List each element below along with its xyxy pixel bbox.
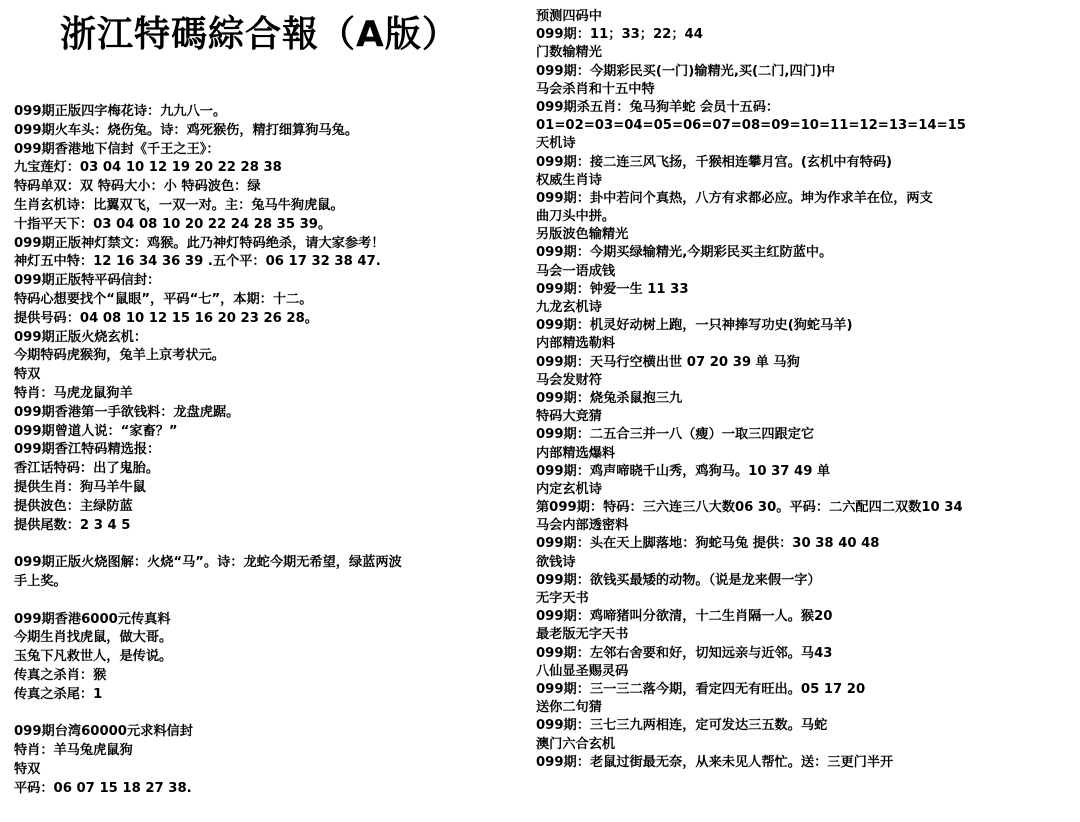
text-line: 099期曾道人说：“家畜？” [14, 423, 178, 439]
text-line: 内部精选爆料 [536, 445, 616, 461]
text-line: 权威生肖诗 [536, 172, 602, 188]
text-line: 传真之杀肖：猴 [14, 667, 107, 683]
text-line: 099期：三一三二落今期，看定四无有旺出。05 17 20 [536, 681, 866, 697]
text-line: 提供生肖：狗马羊牛鼠 [14, 479, 146, 495]
text-line: 099期香港第一手欲钱料：龙盘虎踞。 [14, 404, 240, 420]
text-line: 内定玄机诗 [536, 481, 602, 497]
text-line: 099期香江特码精选报： [14, 442, 161, 458]
text-line: 099期香港地下信封《千王之王》： [14, 141, 220, 157]
text-line: 天机诗 [536, 136, 576, 152]
text-line: 099期：老鼠过街最无奈，从来未见人帮忙。送：三更门半开 [536, 754, 894, 770]
text-line: 099期：接二连三风飞扬，千猴相连攀月宫。(玄机中有特码) [536, 154, 893, 170]
text-line: 八仙显圣赐灵码 [536, 663, 629, 679]
text-line: 099期：钟爱一生 11 33 [536, 281, 689, 297]
text-line: 099期正版神灯禁文：鸡猴。此乃神灯特码绝杀，请大家参考！ [14, 235, 385, 251]
text-line [14, 592, 534, 611]
text-line: 另版波色输精光 [536, 227, 629, 243]
text-line: 099期：左邻右舍要和好，切知远亲与近邻。马43 [536, 645, 833, 661]
text-line: 099期：三七三九两相连，定可发达三五数。马蛇 [536, 718, 828, 734]
text-line: 送你二句猜 [536, 700, 602, 716]
text-line: 第099期：特码：三六连三八大数06 30。平码：二六配四二双数10 34 [536, 500, 963, 516]
text-line: 099期正版特平码信封： [14, 273, 161, 289]
text-line [14, 705, 534, 724]
text-line: 九龙玄机诗 [536, 300, 602, 315]
text-line: 特码大竞猜 [536, 409, 602, 425]
text-line: 马会杀肖和十五中特 [536, 81, 655, 97]
text-line [14, 535, 534, 554]
text-line: 099期：烧兔杀鼠抱三九 [536, 390, 683, 406]
text-line: 澳门六合玄机 [536, 736, 616, 752]
text-line: 平码：06 07 15 18 27 38. [14, 780, 192, 796]
text-line: 099期杀五肖：兔马狗羊蛇 会员十五码： [536, 99, 780, 115]
text-line: 十指平天下：03 04 08 10 20 22 24 28 35 39。 [14, 216, 332, 232]
left-column [14, 103, 534, 798]
text-line: 099期：机灵好动树上跑，一只神捧写功史(狗蛇马羊) [536, 318, 853, 334]
text-line: 提供尾数：2 3 4 5 [14, 517, 131, 533]
text-line: 香江话特码：出了鬼胎。 [14, 461, 160, 477]
text-line: 预测四码中 [536, 9, 602, 24]
text-line: 099期：鸡声啼晓千山秀，鸡狗马。10 37 49 单 [536, 463, 831, 479]
text-line: 099期：今期买绿输精光,今期彩民买主红防蓝中。 [536, 245, 833, 261]
text-line: 099期：鸡啼猪叫分欲清，十二生肖隔一人。猴20 [536, 609, 833, 625]
text-line: 传真之杀尾：1 [14, 686, 103, 702]
text-line: 内部精选勒料 [536, 336, 616, 352]
text-line: 099期正版火烧玄机： [14, 329, 148, 345]
text-line: 今期特码虎猴狗，兔羊上京考状元。 [14, 348, 225, 364]
text-line: 099期：二五合三并一八（瘦）一取三四跟定它 [536, 427, 815, 443]
text-line: 最老版无字天书 [536, 627, 629, 643]
text-line: 提供号码：04 08 10 12 15 16 20 23 26 28。 [14, 310, 318, 326]
text-line: 099期：11；33；22；44 [536, 27, 703, 43]
text-line: 马会内部透密料 [536, 518, 629, 534]
text-line: 欲钱诗 [536, 554, 576, 570]
text-line: 马会一语成钱 [536, 263, 616, 279]
text-line: 生肖玄机诗：比翼双飞，一双一对。主：兔马牛狗虎鼠。 [14, 197, 344, 213]
text-line: 特双 [14, 367, 41, 383]
text-line: 099期台湾60000元求料信封 [14, 724, 193, 740]
page-title: 浙江特碼綜合報（A版） [60, 14, 459, 55]
text-line: 099期：欲钱买最矮的动物。（说是龙来假一字） [536, 572, 821, 588]
text-line: 099期：卦中若问个真热，八方有求都必应。坤为作求羊在位，两支 [536, 190, 933, 206]
text-line: 今期生肖找虎鼠，做大哥。 [14, 630, 173, 646]
text-line: 提供波色：主绿防蓝 [14, 498, 133, 514]
text-line: 特肖：马虎龙鼠狗羊 [14, 385, 133, 401]
text-line: 特双 [14, 761, 41, 777]
text-line: 神灯五中特：12 16 34 36 39 .五个平：06 17 32 38 47. [14, 254, 381, 270]
text-line: 099期正版火烧图解：火烧“马”。诗：龙蛇今期无希望，绿蓝两波 [14, 555, 402, 571]
text-line: 099期：头在天上脚落地：狗蛇马兔 提供：30 38 40 48 [536, 536, 880, 552]
text-line: 01=02=03=04=05=06=07=08=09=10=11=12=13=14=15 [536, 118, 966, 134]
text-line: 九宝莲灯：03 04 10 12 19 20 22 28 38 [14, 160, 282, 176]
text-line: 门数输精光 [536, 45, 602, 61]
text-line: 玉兔下凡救世人，是传说。 [14, 649, 173, 665]
text-line: 特肖：羊马兔虎鼠狗 [14, 743, 133, 759]
text-line: 099期：今期彩民买(一门)输精光,买(二门,四门)中 [536, 63, 836, 79]
text-line: 099期正版四字梅花诗：九九八一。 [14, 104, 227, 119]
text-line: 特码心想要找个“鼠眼”，平码“七”，本期：十二。 [14, 291, 313, 307]
text-line: 马会发财符 [536, 372, 602, 388]
right-column [536, 8, 1076, 772]
text-line: 099期：天马行空横出世 07 20 39 单 马狗 [536, 354, 800, 370]
text-line: 099期火车头：烧伤兔。诗：鸡死猴伤，精打细算狗马兔。 [14, 122, 359, 138]
text-line: 手上奖。 [14, 573, 67, 589]
text-line: 特码单双：双 特码大小：小 特码波色：绿 [14, 179, 261, 195]
text-line: 无字天书 [536, 591, 589, 606]
text-line: 099期香港6000元传真料 [14, 611, 171, 627]
text-line: 曲刀头中拼。 [536, 209, 616, 225]
